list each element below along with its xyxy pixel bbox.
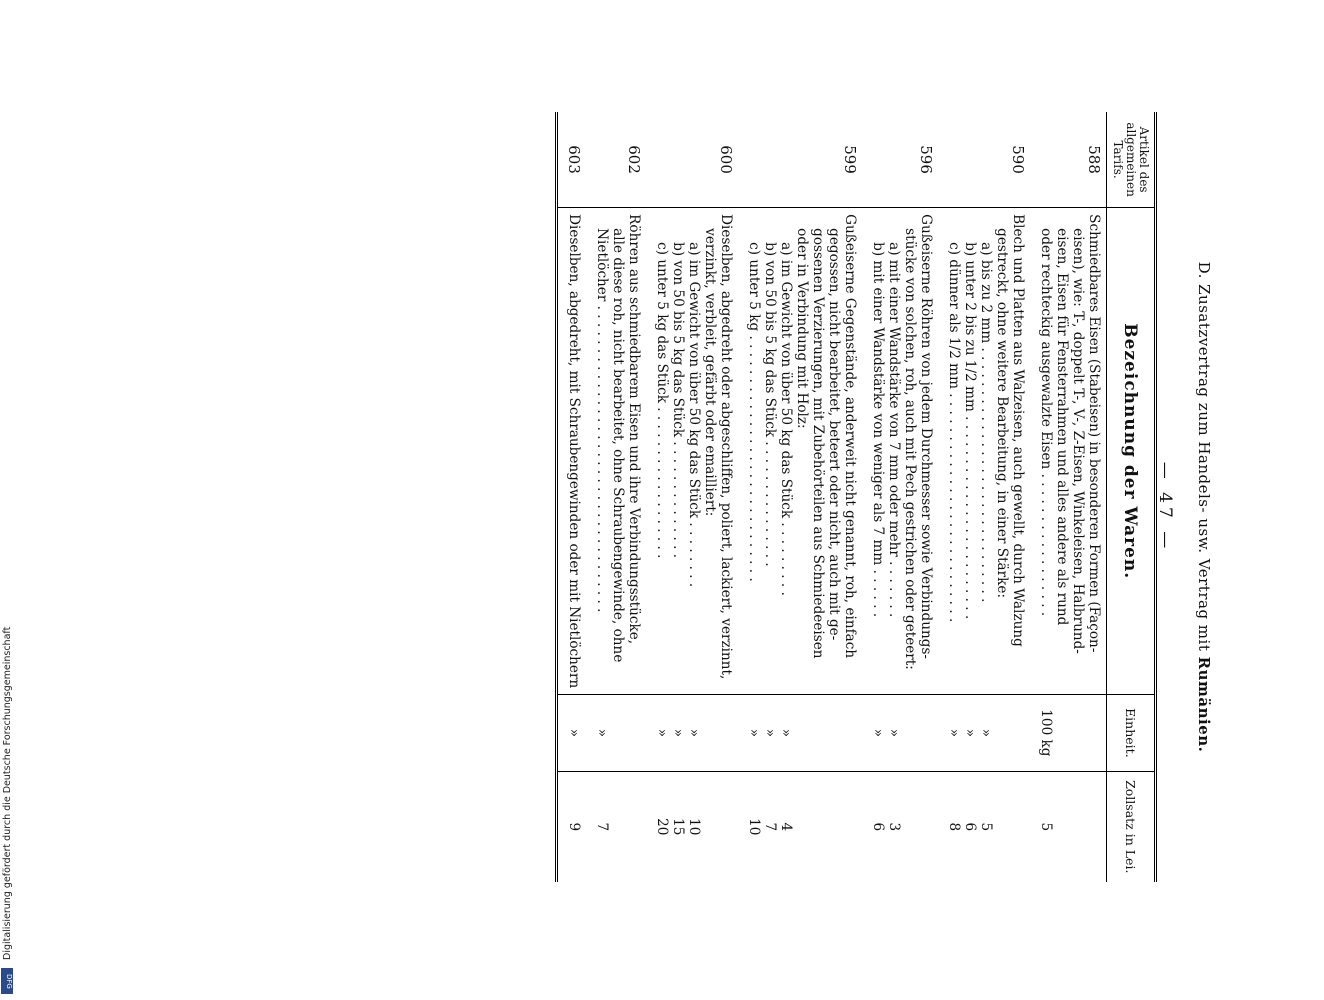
unit-value bbox=[1086, 701, 1102, 764]
unit-value: » bbox=[654, 728, 670, 738]
page-number: — 47 — bbox=[1155, 461, 1175, 553]
heading-prefix: D. Zusatzvertrag zum Handels- usw. Vertrag mit bbox=[1195, 261, 1213, 652]
duty-rate bbox=[810, 778, 826, 876]
description-line: Röhren aus schmiedbarem Eisen und ihre Verbindungsstücke, bbox=[626, 214, 642, 645]
table-row bbox=[738, 112, 862, 882]
duty-rate bbox=[794, 778, 810, 876]
article-number: 599 bbox=[738, 112, 862, 208]
unit-value: » bbox=[566, 728, 582, 738]
description-line: a) mit einer Wandstärke von 7 mm oder mehr . . . . . . . bbox=[886, 242, 902, 618]
rate-cell bbox=[646, 771, 738, 882]
unit-value: » bbox=[778, 728, 794, 738]
unit-cell bbox=[557, 695, 587, 771]
unit-cell bbox=[586, 695, 646, 771]
page-heading bbox=[1195, 82, 1213, 932]
digitization-credit: Digitalisierung gefördert durch die Deutsche Forschungsgemeinschaft bbox=[2, 626, 13, 960]
duty-rate bbox=[842, 778, 858, 876]
duty-rate: 10 bbox=[686, 818, 702, 836]
description-line: Blech und Platten aus Walzeisen, auch gewellt, durch Walzung bbox=[1010, 214, 1026, 647]
goods-description bbox=[938, 208, 1030, 695]
rate-cell bbox=[738, 771, 862, 882]
unit-value bbox=[994, 701, 1010, 764]
duty-rate: 6 bbox=[870, 822, 886, 832]
duty-rate bbox=[902, 778, 918, 876]
description-line: b) mit einer Wandstärke von weniger als 7 mm . . . . . . bbox=[870, 242, 886, 618]
description-line: gestreckt, ohne weitere Bearbeitung, in einer Stärke: bbox=[994, 228, 1010, 599]
unit-value bbox=[610, 701, 626, 764]
unit-value bbox=[918, 701, 934, 764]
unit-value: » bbox=[978, 728, 994, 738]
goods-description bbox=[1030, 208, 1107, 695]
description-line: gossenen Verzierungen, mit Zubehörteilen aus Schmiedeeisen bbox=[810, 228, 826, 659]
duty-rate: 7 bbox=[594, 822, 610, 832]
table-row bbox=[557, 112, 587, 882]
unit-value: » bbox=[886, 728, 902, 738]
unit-value: » bbox=[946, 728, 962, 738]
description-line: alle diese roh, nicht bearbeitet, ohne Schraubengewinde, ohne bbox=[610, 228, 626, 663]
description-line: Nietlöcher . . . . . . . . . . . . . . . . . . . . . . . . . . . . . . . . . . . . bbox=[594, 228, 610, 613]
table-row bbox=[938, 112, 1030, 882]
column-header-unit: Einheit. bbox=[1107, 695, 1156, 771]
description-line: eisen, Eisen für Fensterrahmen und alles andere als rund bbox=[1054, 228, 1070, 626]
digitization-credit-strip bbox=[0, 0, 14, 1000]
table-header-row bbox=[1107, 112, 1156, 882]
article-number: 588 bbox=[1030, 112, 1107, 208]
duty-rate bbox=[1054, 778, 1070, 876]
duty-rate: 6 bbox=[962, 822, 978, 832]
duty-rate: 20 bbox=[654, 818, 670, 836]
duty-rate: 10 bbox=[746, 818, 762, 836]
goods-description bbox=[646, 208, 738, 695]
dfg-logo: DFG bbox=[1, 968, 13, 994]
description-line: verzinkt, verbleit, gefärbt oder emailliert: bbox=[702, 228, 718, 517]
article-number: 590 bbox=[938, 112, 1030, 208]
duty-rate bbox=[718, 778, 734, 876]
unit-value: » bbox=[594, 728, 610, 738]
description-line: Dieselben, abgedreht, mit Schraubengewinden oder mit Nietlöchern bbox=[566, 214, 582, 689]
unit-cell bbox=[738, 695, 862, 771]
goods-description bbox=[862, 208, 938, 695]
description-line: Schmiedbares Eisen (Stabeisen) in besonderen Formen (Façon- bbox=[1086, 214, 1102, 653]
table-row bbox=[1030, 112, 1107, 882]
duty-rate: 3 bbox=[886, 822, 902, 832]
document-page bbox=[228, 82, 1213, 932]
description-line: c) unter 5 kg . . . . . . . . . . . . . . . . . . . . . . . . . . . . . bbox=[746, 242, 762, 582]
rate-cell bbox=[557, 771, 587, 882]
unit-value bbox=[902, 701, 918, 764]
tariff-table bbox=[555, 112, 1157, 882]
duty-rate: 4 bbox=[778, 822, 794, 832]
description-line: c) dünner als 1/2 mm . . . . . . . . . . . . . . . . . . . . . . . . . . . bbox=[946, 242, 962, 623]
description-line: Dieselben, abgedreht oder abgeschliffen, poliert, lackiert, verzinnt, bbox=[718, 214, 734, 680]
unit-value bbox=[702, 701, 718, 764]
column-header-article: Artikel des allgemeinen Tarifs. bbox=[1107, 112, 1156, 208]
duty-rate bbox=[918, 778, 934, 876]
description-line: b) von 50 bis 5 kg das Stück . . . . . . . . . . . . . . . bbox=[762, 242, 778, 567]
unit-value: 100 kg bbox=[1038, 709, 1054, 757]
description-line: oder rechteckig ausgewalzte Eisen . . . . . . . . . . . . . . . . . bbox=[1038, 228, 1054, 617]
article-number: 596 bbox=[862, 112, 938, 208]
rate-cell bbox=[938, 771, 1030, 882]
table-row bbox=[646, 112, 738, 882]
column-header-rate: Zollsatz in Lei. bbox=[1107, 771, 1156, 882]
article-number: 600 bbox=[646, 112, 738, 208]
table-row bbox=[862, 112, 938, 882]
description-line: oder in Verbindung mit Holz: bbox=[794, 228, 810, 429]
duty-rate bbox=[626, 778, 642, 876]
unit-value: » bbox=[670, 728, 686, 738]
tariff-rows bbox=[557, 112, 1107, 882]
duty-rate: 5 bbox=[1038, 822, 1054, 832]
duty-rate bbox=[994, 778, 1010, 876]
unit-value: » bbox=[962, 728, 978, 738]
rate-cell bbox=[862, 771, 938, 882]
duty-rate: 9 bbox=[566, 822, 582, 832]
duty-rate: 8 bbox=[946, 822, 962, 832]
column-header-description: Bezeichnung der Waren. bbox=[1107, 208, 1156, 695]
description-line: b) von 50 bis 5 kg das Stück . . . . . . . . . . . . . . bbox=[670, 242, 686, 559]
unit-value bbox=[1054, 701, 1070, 764]
unit-value: » bbox=[686, 728, 702, 738]
duty-rate bbox=[1070, 778, 1086, 876]
unit-value bbox=[810, 701, 826, 764]
unit-value bbox=[794, 701, 810, 764]
duty-rate bbox=[1010, 778, 1026, 876]
description-line: a) bis zu 2 mm . . . . . . . . . . . . . . . . . . . . . . . . . . . . . . bbox=[978, 242, 994, 603]
description-line: gegossen, nicht bearbeitet, beteert oder nicht, auch mit ge- bbox=[826, 228, 842, 641]
unit-value: » bbox=[762, 728, 778, 738]
unit-cell bbox=[938, 695, 1030, 771]
description-line: Gußeiserne Röhren von jedem Durchmesser sowie Verbindungs- bbox=[918, 214, 934, 660]
unit-value bbox=[718, 701, 734, 764]
description-line: eisen), wie: T-, doppelt T-, V-, Z-Eisen, Winkeleisen, Halbrund- bbox=[1070, 228, 1086, 654]
table-row bbox=[586, 112, 646, 882]
goods-description bbox=[586, 208, 646, 695]
duty-rate bbox=[1086, 778, 1102, 876]
description-line: Gußeiserne Gegenstände, anderweit nicht genannt, roh, einfach bbox=[842, 214, 858, 659]
description-line: b) unter 2 bis zu 1/2 mm . . . . . . . . . . . . . . . . . . . . . . . . bbox=[962, 242, 978, 620]
description-line: a) im Gewicht von über 50 kg das Stück . . . . . . . . . bbox=[778, 242, 794, 596]
article-number: 602 bbox=[586, 112, 646, 208]
unit-value: » bbox=[746, 728, 762, 738]
unit-value bbox=[842, 701, 858, 764]
goods-description bbox=[738, 208, 862, 695]
unit-value bbox=[626, 701, 642, 764]
unit-value bbox=[1070, 701, 1086, 764]
description-line: a) im Gewicht von über 50 kg das Stück . . . . . . . . bbox=[686, 242, 702, 588]
article-number: 603 bbox=[557, 112, 587, 208]
duty-rate: 7 bbox=[762, 822, 778, 832]
rate-cell bbox=[586, 771, 646, 882]
unit-value bbox=[1010, 701, 1026, 764]
description-line: stücke von solchen, roh, auch mit Pech gestrichen oder geteert: bbox=[902, 228, 918, 670]
unit-value bbox=[826, 701, 842, 764]
duty-rate: 15 bbox=[670, 818, 686, 836]
unit-cell bbox=[646, 695, 738, 771]
duty-rate: 5 bbox=[978, 822, 994, 832]
duty-rate bbox=[610, 778, 626, 876]
unit-cell bbox=[1030, 695, 1107, 771]
goods-description bbox=[557, 208, 587, 695]
unit-value: » bbox=[870, 728, 886, 738]
rate-cell bbox=[1030, 771, 1107, 882]
unit-cell bbox=[862, 695, 938, 771]
description-line: c) unter 5 kg das Stück . . . . . . . . . . . . . . . . . . bbox=[654, 242, 670, 559]
duty-rate bbox=[826, 778, 842, 876]
duty-rate bbox=[702, 778, 718, 876]
heading-country: Rumänien. bbox=[1195, 656, 1213, 753]
